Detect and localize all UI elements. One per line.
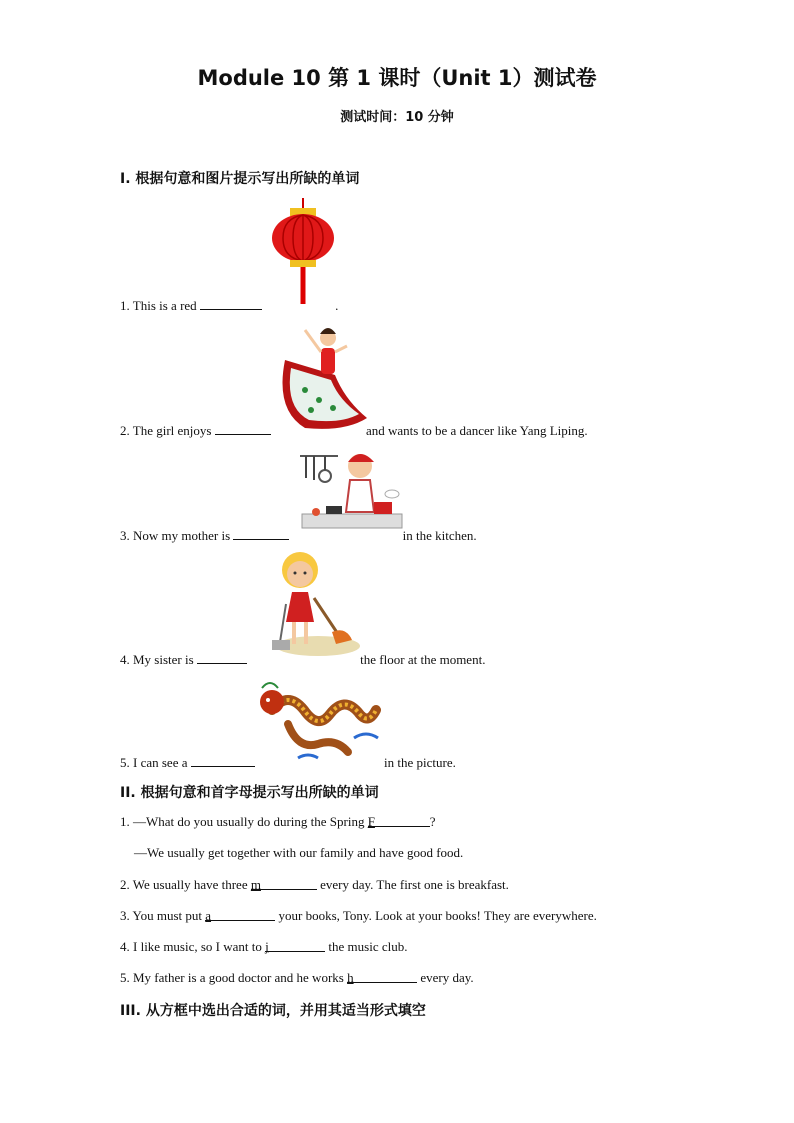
s1-item-4	[120, 651, 485, 668]
page-title: Module 10 第 1 课时（Unit 1）测试卷	[197, 66, 597, 90]
section-1-heading: I. 根据句意和图片提示写出所缺的单词	[120, 171, 360, 187]
sweeping-icon	[258, 548, 360, 660]
s2-hint-5: h	[347, 970, 354, 985]
s2-item-1	[120, 814, 435, 830]
s2-item-2-tail: every day. The first one is breakfast.	[316, 877, 509, 892]
dancer-icon	[275, 320, 371, 432]
s2-item-4	[120, 939, 407, 955]
s2-item-1-text: 1. —What do you usually do during the Spring	[120, 814, 368, 829]
s1-blank-3[interactable]	[233, 527, 289, 540]
s1-item-5-text: 5. I can see a	[120, 755, 188, 770]
s1-item-3	[120, 527, 477, 544]
s1-item-1-text: 1. This is a red	[120, 298, 197, 313]
s1-blank-1[interactable]	[200, 297, 262, 310]
s2-hint-2: m	[250, 877, 261, 892]
s2-hint-1: F	[367, 814, 375, 829]
s1-blank-4[interactable]	[197, 651, 247, 664]
s2-hint-3: a	[205, 908, 212, 923]
s2-item-3-text: 3. You must put	[120, 908, 206, 923]
s1-item-2-tail: and wants to be a dancer like Yang Liping.	[365, 423, 588, 438]
s2-blank-1[interactable]	[368, 814, 430, 827]
s1-item-3-text: 3. Now my mother is	[120, 528, 231, 543]
s1-item-1-tail: .	[335, 298, 339, 313]
s2-item-2	[120, 877, 509, 893]
s2-hint-4: j	[265, 939, 269, 954]
test-time: 测试时间：10 分钟	[340, 110, 454, 125]
s2-item-1-tail: ?	[429, 814, 436, 829]
s1-item-5-tail: in the picture.	[384, 755, 456, 770]
section-2-heading: II. 根据句意和首字母提示写出所缺的单词	[120, 785, 379, 801]
dragon-icon	[258, 680, 382, 764]
s2-item-5-text: 5. My father is a good doctor and he works	[120, 970, 348, 985]
s2-item-5-tail: every day.	[417, 970, 474, 985]
s2-item-3	[120, 908, 597, 924]
s2-item-4-tail: the music club.	[325, 939, 408, 954]
s1-item-4-text: 4. My sister is	[120, 652, 194, 667]
s1-item-2-text: 2. The girl enjoys	[120, 423, 212, 438]
s2-item-5	[120, 970, 474, 986]
s1-item-4-tail: the floor at the moment.	[360, 652, 486, 667]
section-3-heading: III. 从方框中选出合适的词，并用其适当形式填空	[120, 1003, 426, 1019]
s2-blank-4[interactable]	[265, 939, 325, 952]
s1-blank-5[interactable]	[191, 754, 255, 767]
s1-item-2	[120, 422, 588, 439]
s2-item-3-tail: your books, Tony. Look at your books! They are everywhere.	[275, 908, 597, 923]
s2-item-4-text: 4. I like music, so I want to	[120, 939, 266, 954]
lantern-icon	[270, 198, 336, 304]
s2-blank-2[interactable]	[251, 877, 317, 890]
cooking-icon	[298, 446, 408, 538]
s2-blank-5[interactable]	[347, 970, 417, 983]
s2-blank-3[interactable]	[205, 908, 275, 921]
s1-item-3-tail: in the kitchen.	[402, 528, 477, 543]
s1-item-5	[120, 754, 456, 771]
s2-item-2-text: 2. We usually have three	[120, 877, 251, 892]
s1-blank-2[interactable]	[215, 422, 271, 435]
s1-item-1	[120, 297, 338, 314]
s2-item-1-answer: —We usually get together with our family and have good food.	[134, 845, 464, 860]
